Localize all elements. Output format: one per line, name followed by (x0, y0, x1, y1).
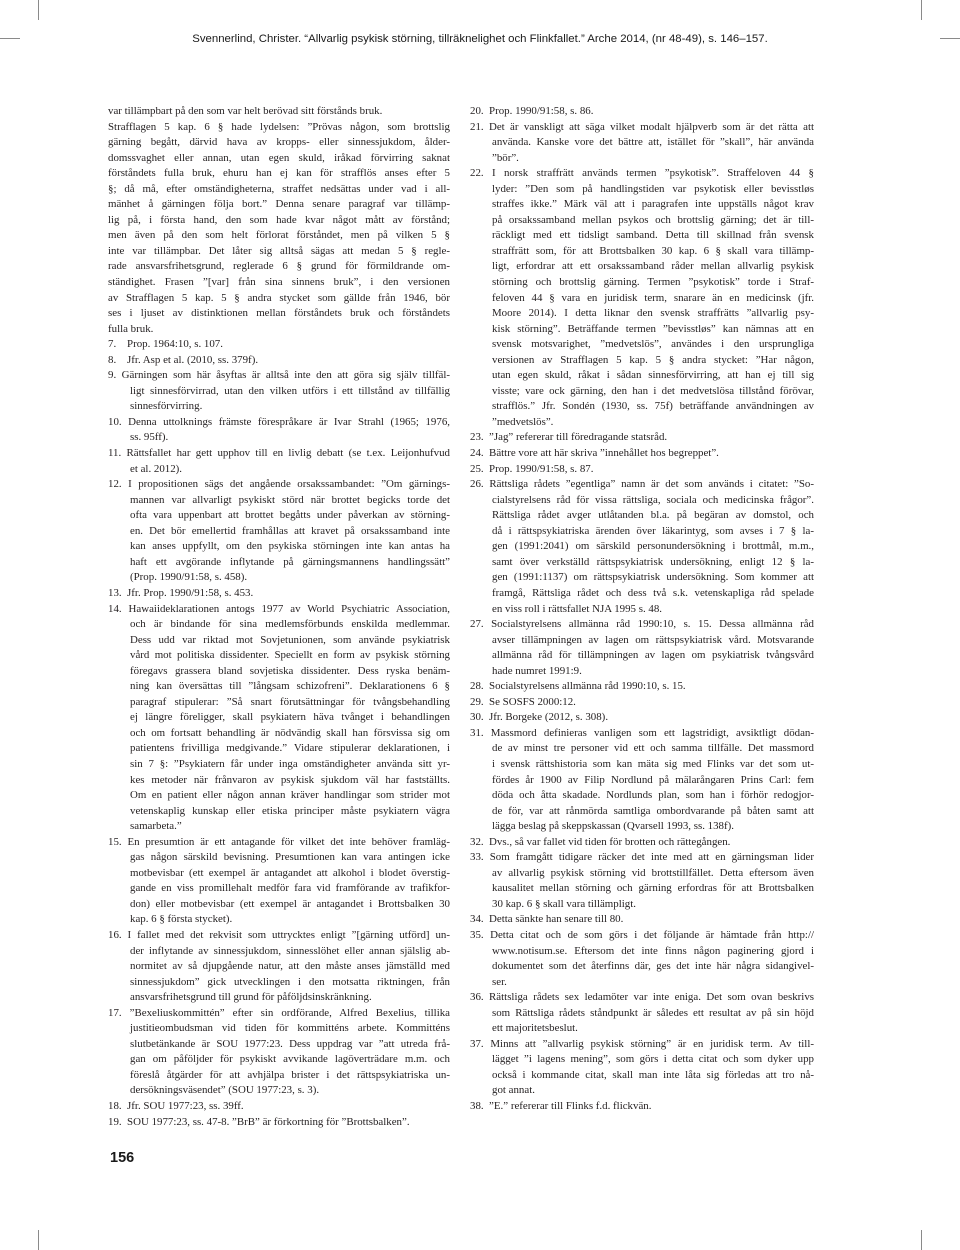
text-line: lig på, i första hand, den som hade kvar något mått av förstånd; (108, 213, 450, 226)
left-footnotes-column (108, 104, 450, 1130)
text-line: och om fortsatt behandling är nödvändig skall han försvissa sig om (130, 726, 450, 739)
text-line: framgå, Rättsliga rådet och dess två s.k. vetenskapliga råd spelade (492, 586, 814, 599)
text-line: 35. Detta citat och de som görs i det följande är hämtade från http:// (470, 928, 814, 941)
text-line: ning kan översättas till ”långsam schizofreni”. Deklarationens 6 § (130, 680, 450, 693)
text-line: got annat. (492, 1084, 535, 1097)
text-line: visste; vare ock gärning, den han i det medvetslösa tillstånd förövar, (492, 384, 814, 397)
text-line: 14. Hawaiideklarationen antogs 1977 av World Psychiatric Association, (108, 602, 450, 615)
text-line: patientens frivilliga medgivande.” Vidare stipulerar deklarationen, i (130, 742, 450, 755)
text-line: en. Det bör emellertid framhållas att kravet på orsakssamband inte (130, 524, 450, 537)
text-line: förståndets fulla bruk, ehuru han ej kan för strafflös anses efter 5 (108, 167, 450, 180)
text-line: straffrätt som, för att Brottsbalken 30 kap. 6 § skall vara tillämp- (492, 244, 814, 257)
text-line: i svensk rättshistoria som kan mäta sig med Flinks var det som ut- (492, 757, 814, 770)
text-line: en viss roll i rättsfallet NJA 1995 s. 48. (492, 602, 663, 615)
text-line: ständighet. Frasen ”[var] från sina sinnens bruk”, i den versionen (108, 276, 450, 289)
right-footnotes-column (470, 104, 814, 1115)
text-line: 11. Rättsfallet har gett upphov till en livlig debatt (se t.ex. Leijonhufvud (108, 447, 450, 460)
text-line: 30 kap. 6 § skall vara tillämpligt. (492, 897, 636, 910)
text-line: på orsakssamband mellan psykos och brottslig gärning; det är till- (492, 213, 814, 226)
text-line: (Prop. 1990/91:58, s. 458). (130, 571, 248, 584)
text-line: dokumentet som det återfinns där, ges det inte här några sidangivel- (492, 960, 814, 973)
text-line: 32. Dvs., så var fallet vid tiden för brotten och rättegången. (470, 835, 731, 848)
text-line: störning och brottslig gärning. Termen ”psykotisk” torde i Straf- (492, 276, 814, 289)
text-line: sin 7 §: ”Psykiatern får under inga omständigheter använda sitt yr- (130, 757, 450, 770)
text-line: 29. Se SOSFS 2000:12. (470, 695, 576, 708)
text-line: 10. Denna uttolknings främste förespråkare är Ivar Strahl (1965; 1976, (108, 415, 450, 428)
text-line: men även på den som helt förlorat förståndet, men på vilken 5 § (108, 229, 450, 242)
text-line: ses i ljuset av distinktionen mellan förståndets bruk och förståndets (108, 307, 450, 320)
text-line: hade numret 1991:9. (492, 664, 582, 677)
text-line: der inflytande av sinnessjukdom, sinnesslöhet eller annan själslig ab- (130, 944, 450, 957)
text-line: 31. Massmord definieras vanligen som ett lagstridigt, avsiktligt dödan- (470, 726, 814, 739)
text-line: kisk störning”. Beträffande termen ”bevisstløs” kan nämnas att en (492, 322, 814, 335)
text-line: normitet av så djupgående natur, att den måste anses jämställd med (130, 960, 450, 973)
text-line: et al. 2012). (130, 462, 183, 475)
text-line: vård mot politiska dissidenter. Speciellt en form av psykisk störning (130, 649, 450, 662)
text-line: ligt, erfordrar att ett orsakssamband råder mellan allvarlig psykisk (492, 260, 814, 273)
text-line: 25. Prop. 1990/91:58, s. 87. (470, 462, 594, 475)
text-line: 27. Socialstyrelsens allmänna råd 1990:10, s. 15. Dessa allmänna råd (470, 618, 814, 631)
text-line: ligt sinnesförvirrad, utan den vilken utförs i ett tillstånd av tillfällig (130, 384, 450, 397)
text-line: strafflös.” Jfr. Sondén (1930, ss. 75f) beträffande användningen av (492, 400, 814, 413)
crop-mark-top-right-v (921, 0, 922, 20)
text-line: 24. Bättre vore att här skriva ”innehållet hos begreppet”. (470, 447, 719, 460)
text-line: gas någon särskild bevisning. Presumtionen kan vara antingen icke (130, 851, 450, 864)
text-line: utan egen skuld, råkat i sådan sinnesförvirring, att han ej till sig (492, 369, 814, 382)
text-line: ”bör”. (492, 151, 519, 164)
text-line: samt över verkställd rättspsykiatrisk undersökning, enligt 12 § la- (492, 555, 814, 568)
text-line: då i rättspsykiatriska ärenden över läkarintyg, som avses i 7 § la- (492, 524, 814, 537)
text-line: gen (1991:1137) om rättspsykiatrisk undersökning. Som kommer att (492, 571, 814, 584)
text-line: lyder: ”Den som på handlingstiden var psykotisk eller bevisstløs (492, 182, 814, 195)
text-line: samarbeta.” (130, 820, 182, 833)
text-line: också i kommande citat, skall man inte låta sig förledas att tro nå- (492, 1068, 814, 1081)
text-line: 13. Jfr. Prop. 1990/91:58, s. 453. (108, 586, 254, 599)
text-line: inte var tillämpbar. Det låter sig alltså sägas att medan 5 § regle- (108, 244, 450, 257)
text-line: gande en viss promillehalt medför fara vid framförande av trafikfor- (130, 882, 450, 895)
text-line: gen (1991:2041) om särskild personundersökning i brottmål, m.m., (492, 540, 814, 553)
page-number: 156 (110, 1150, 135, 1166)
text-line: lägget ”i lagens mening”, som görs i detta citat och som dyker upp (492, 1053, 814, 1066)
text-line: haft ett avgörande inflytande på gärningsmannens handlingssätt” (130, 555, 450, 568)
text-line: 38. ”E.” refererar till Flinks f.d. flickvän. (470, 1100, 652, 1112)
text-line: föregavs grassera bland sovjetiska dissidenter. Dess ryska benäm- (130, 664, 450, 677)
text-line: cialstyrelsens råd för vissa rättsliga, sociala och medicinska frågor”. (492, 493, 814, 506)
text-line: 28. Socialstyrelsens allmänna råd 1990:10, s. 15. (470, 680, 686, 693)
text-line: Moore 2014). I detta liknar den svensk straffrätts ”allvarlig psy- (492, 307, 814, 320)
text-line: 7. Prop. 1964:10, s. 107. (108, 338, 223, 351)
text-line: 19. SOU 1977:23, ss. 47-8. ”BrB” är förkortning för ”Brottsbalken”. (108, 1115, 410, 1128)
text-line: versionen av Strafflagen 5 kap. 5 § andra stycket: ”Har någon, (492, 353, 814, 366)
text-line: Dess udd var riktad mot Sovjetunionen, som använde psykiatrisk (130, 633, 450, 646)
text-line: feloven 44 § vara en juridisk term, snarare än en medicinsk (jfr. (492, 291, 814, 304)
text-line: 30. Jfr. Borgeke (2012, s. 308). (470, 711, 609, 724)
text-line: rade ansvarsfrihetsgrund, reglerade 6 § grund för förmildrande om- (108, 260, 450, 273)
text-line: sinnessjukdom” gick utvecklingen i den motsatta riktningen, från (130, 975, 450, 988)
text-line: gan om påföljder för psykiskt avvikande lagöverträdare m.m. och (130, 1053, 450, 1066)
text-line: Strafflagen 5 kap. 6 § hade lydelsen: ”Prövas någon, som brottslig (108, 120, 450, 133)
text-line: de av minst tre personer vid ett och samma tillfälle. Det massmord (492, 742, 814, 755)
crop-mark-top-left-v (38, 0, 39, 20)
text-line: 21. Det är vanskligt att säga vilket modalt hjälpverb som är det rätta att (470, 120, 814, 133)
text-line: Rättsliga rådet avger utlåtanden bl.a. på begäran av domstol, och (492, 509, 814, 522)
text-line: avser tillämpningen av lagen om rättspsykiatrisk vård. Motsvarande (492, 633, 814, 646)
text-line: ett majoritetsbeslut. (492, 1022, 578, 1035)
text-line: mannen var allvarligt psykiskt störd när brottet begicks torde det (130, 493, 450, 506)
text-line: kes metoder när frånvaron av psykisk sjukdom väl har fastställts. (130, 773, 450, 786)
text-line: §; då må, efter omständigheterna, straffet nedsättas under vad i all- (108, 182, 450, 195)
text-line: 12. I propositionen sägs det angående orsakssambandet: ”Om gärnings- (108, 478, 450, 491)
text-line: straffes ikke.” Märk väl att i paragrafen inte uppställs något krav (492, 198, 814, 211)
text-line: 34. Detta sänkte han senare till 80. (470, 913, 624, 926)
text-line: kap. 6 § första stycket). (130, 913, 233, 926)
text-line: gärning begått, därvid hava av kropps- eller sinnessjukdom, ålder- (108, 136, 450, 149)
text-line: av Strafflagen 5 kap. 5 § andra stycket som gällde från 1946, bör (108, 291, 450, 304)
text-line: fördes år 1900 av Filip Nordlund på mälarångaren Prins Carl: fem (492, 773, 814, 786)
text-line: 8. Jfr. Asp et al. (2010, ss. 379f). (108, 353, 259, 366)
text-line: 16. I fallet med det rekvisit som uttrycktes enligt ”[gärning utförd] un- (108, 928, 450, 941)
text-line: 23. ”Jag” refererar till föredragande statsråd. (470, 431, 668, 444)
text-line: var tillämpbart på den som var helt berövad sitt förstånds bruk. (108, 105, 383, 117)
text-line: ansvarsfrihetsgrund till grund för påföljdsinskränkning. (130, 991, 372, 1004)
text-line: 33. Som framgått tidigare räcker det inte med att en gärningsman lider (470, 851, 814, 864)
text-line: av allvarlig psykisk störning vid brottstillfället. Detta eftersom även (492, 866, 814, 879)
text-line: räckligt med ett tidsligt samband. Detta till skillnad från svensk (492, 229, 814, 242)
text-line: och är bindande för sina medlemsförbunds enskilda medlemmar. (130, 618, 450, 631)
text-line: föreslå åtgärder för att avhjälpa brister i det rättspsykiatriska un- (130, 1068, 450, 1081)
crop-mark-bottom-right-v (921, 1230, 922, 1250)
text-line: 36. Rättsliga rådets sex ledamöter var inte eniga. Det som ovan beskrivs (470, 991, 814, 1004)
text-line: ofta vara uppenbart att brottet begåtts under påverkan av störning- (130, 509, 450, 522)
text-line: 17. ”Bexeliuskommittén” efter sin ordförande, Alfred Bexelius, tillika (108, 1006, 450, 1019)
text-line: 37. Minns att ”allvarlig psykisk störning” är en juridisk term. Av till- (470, 1037, 814, 1050)
text-line: 20. Prop. 1990/91:58, s. 86. (470, 105, 594, 117)
text-line: ej längre föreligger, skall psykiatern häva tvånget i behandlingen (130, 711, 450, 724)
text-line: allmänna råd för tillämpningen av lagen om psykiatrisk tvångsvård (492, 649, 814, 662)
text-line: de för, var att rånmörda samtliga ombordvarande på båten samt att (492, 804, 814, 817)
text-line: 15. En presumtion är ett antagande för vilket det inte behöver framläg- (108, 835, 450, 848)
text-line: ser. (492, 975, 507, 988)
text-line: justitieombudsman vid tiden för kommitténs arbete. Kommitténs (130, 1022, 450, 1035)
text-line: mänhet å gärningen följa bort.” Denna senare paragraf var tillämp- (108, 198, 450, 211)
text-line: Om en patient eller någon annan kräver handlingar som strider mot (130, 789, 450, 802)
text-line: kan anses uppfyllt, om den psykiska störningen inte kan antas ha (130, 540, 450, 553)
text-line: domssvaghet eller annan, utan egen skuld, iråkad förvirring saknat (108, 151, 450, 164)
text-line: som Rättsliga rådets ståndpunkt är således ett resultat av på sin höjd (492, 1006, 814, 1019)
text-line: ss. 95ff). (130, 431, 169, 444)
text-line: fulla bruk. (108, 322, 154, 335)
text-line: använda. Kanske vore det bättre att, istället för ”skall”, här använda (492, 136, 814, 149)
text-line: 22. I norsk straffrätt används termen ”psykotisk”. Straffeloven 44 § (470, 167, 814, 180)
text-line: dersökningsväsendet” (SOU 1977:23, s. 3). (130, 1084, 320, 1097)
citation-header: Svennerlind, Christer. “Allvarlig psykisk störning, tillräknelighet och Flinkfallet.” Arche 2014, (nr 48-49), s. 146–157. (192, 33, 768, 45)
text-line: sinnesförvirring. (130, 400, 203, 413)
text-line: slutbetänkande är SOU 1977:23. Dess uppdrag var ”att utreda frå- (130, 1037, 450, 1050)
text-line: kausalitet mellan störning och gärning erfordras för att Brottsbalken (492, 882, 814, 895)
text-line: www.notisum.se. Eftersom det inte finns någon paginering gjord i (492, 944, 814, 957)
text-line: vetenskaplig kunskap eller etiska principer måste psykiatern vägra (130, 804, 450, 817)
crop-mark-bottom-left-v (38, 1230, 39, 1250)
text-line: 9. Gärningen som här åsyftas är alltså inte den att göra sig själv tillfäl- (108, 369, 450, 382)
text-line: döda och åtta skadade. Nordlunds plan, som han i förhör redogjor- (492, 789, 814, 802)
text-line: 26. Rättsliga rådets ”egentliga” namn är det som används i citatet: ”So- (470, 478, 814, 491)
text-line: ”medvetslös”. (492, 415, 554, 428)
text-line: svensk motsvarighet, ”medvetslös”, användes i den ursprungliga (492, 338, 814, 351)
text-line: lägga beslag på skeppskassan (Qvarsell 1993, ss. 138f). (492, 820, 734, 833)
text-line: don) eller motbevisbar (ett exempel är antagandet i Brottsbalken 30 (130, 897, 450, 910)
text-line: paragraf stipulerar: ”Så snart förutsättningar för tvångsbehandling (130, 695, 450, 708)
text-line: 18. Jfr. SOU 1977:23, ss. 39ff. (108, 1100, 244, 1112)
text-line: motbevisbar (ett exempel är antagandet att alkohol i blodet överstig- (130, 866, 450, 879)
